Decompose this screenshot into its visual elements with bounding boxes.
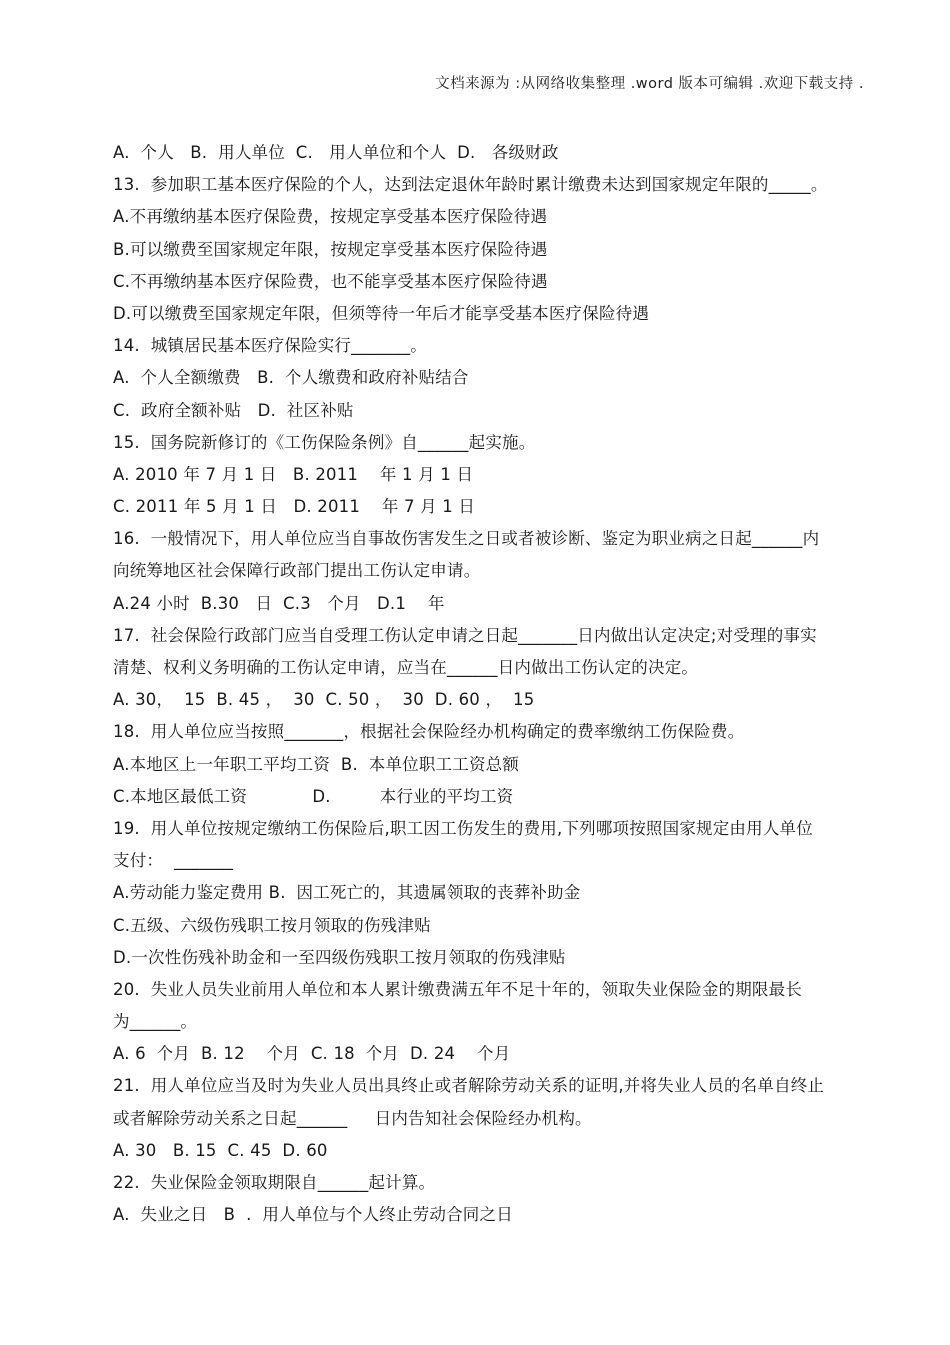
- text-line: 清楚、权利义务明确的工伤认定申请，应当在______日内做出工伤认定的决定。: [113, 658, 699, 677]
- text-line: A.劳动能力鉴定费用 B. 因工死亡的，其遗属领取的丧葬补助金: [113, 883, 581, 903]
- text-line: 14. 城镇居民基本医疗保险实行_______。: [113, 336, 427, 356]
- text-line: C.不再缴纳基本医疗保险费，也不能享受基本医疗保险待遇: [113, 271, 548, 291]
- text-line: 15. 国务院新修订的《工伤保险条例》自______起实施。: [113, 432, 536, 452]
- text-line: C.本地区最低工资 D. 本行业的平均工资: [113, 786, 514, 806]
- text-line: 17. 社会保险行政部门应当自受理工伤认定申请之日起_______日内做出认定决定;对受理的事实: [113, 625, 817, 645]
- text-line: 22. 失业保险金领取期限自______起计算。: [113, 1173, 436, 1192]
- text-line: A. 2010 年 7 月 1 日 B. 2011 年 1 月 1 日: [113, 464, 474, 484]
- text-line: A.不再缴纳基本医疗保险费，按规定享受基本医疗保险待遇: [113, 207, 548, 227]
- text-line: A. 30 B. 15 C. 45 D. 60: [113, 1140, 328, 1160]
- text-line: A. 失业之日 B . 用人单位与个人终止劳动合同之日: [113, 1205, 513, 1225]
- text-line: 支付： _______: [113, 851, 234, 871]
- text-line: A. 30， 15 B. 45 ， 30 C. 50 ， 30 D. 60 ， 15: [113, 690, 535, 710]
- text-line: 20. 失业人员失业前用人单位和本人累计缴费满五年不足十年的，领取失业保险金的期限最长: [113, 979, 803, 999]
- text-line: 16. 一般情况下，用人单位应当自事故伤害发生之日或者被诊断、鉴定为职业病之日起______内: [113, 529, 820, 549]
- text-line: A. 6 个月 B. 12 个月 C. 18 个月 D. 24 个月: [113, 1044, 511, 1064]
- text-line: 18. 用人单位应当按照_______，根据社会保险经办机构确定的费率缴纳工伤保险费。: [113, 722, 745, 742]
- text-line: A.本地区上一年职工平均工资 B. 本单位职工工资总额: [113, 754, 520, 774]
- text-line: D.可以缴费至国家规定年限，但须等待一年后才能享受基本医疗保险待遇: [113, 303, 650, 323]
- text-line: B.可以缴费至国家规定年限，按规定享受基本医疗保险待遇: [113, 239, 548, 259]
- text-line: 向统筹地区社会保障行政部门提出工伤认定申请。: [113, 561, 481, 581]
- text-line: 19. 用人单位按规定缴纳工伤保险后,职工因工伤发生的费用,下列哪项按照国家规定由用人单位: [113, 818, 813, 838]
- page-header-note: 文档来源为 :从网络收集整理 .word 版本可编辑 .欢迎下载支持 .: [435, 76, 864, 92]
- text-line: C. 2011 年 5 月 1 日 D. 2011 年 7 月 1 日: [113, 497, 476, 517]
- document-body: [113, 137, 873, 1231]
- text-line: C.五级、六级伤残职工按月领取的伤残津贴: [113, 915, 431, 935]
- text-line: A. 个人 B. 用人单位 C. 用人单位和个人 D. 各级财政: [113, 143, 559, 162]
- text-line: D.一次性伤残补助金和一至四级伤残职工按月领取的伤残津贴: [113, 947, 566, 967]
- text-line: 21. 用人单位应当及时为失业人员出具终止或者解除劳动关系的证明,并将失业人员的名单自终止: [113, 1076, 825, 1096]
- text-line: A.24 小时 B.30 日 C.3 个月 D.1 年: [113, 593, 445, 613]
- text-line: 13. 参加职工基本医疗保险的个人，达到法定退休年龄时累计缴费未达到国家规定年限的_____。: [113, 175, 828, 195]
- text-line: A. 个人全额缴费 B. 个人缴费和政府补贴结合: [113, 368, 469, 388]
- text-line: 或者解除劳动关系之日起______ 日内告知社会保险经办机构。: [113, 1108, 592, 1128]
- text-line: 为______。: [113, 1012, 198, 1032]
- text-line: C. 政府全额补贴 D. 社区补贴: [113, 400, 354, 420]
